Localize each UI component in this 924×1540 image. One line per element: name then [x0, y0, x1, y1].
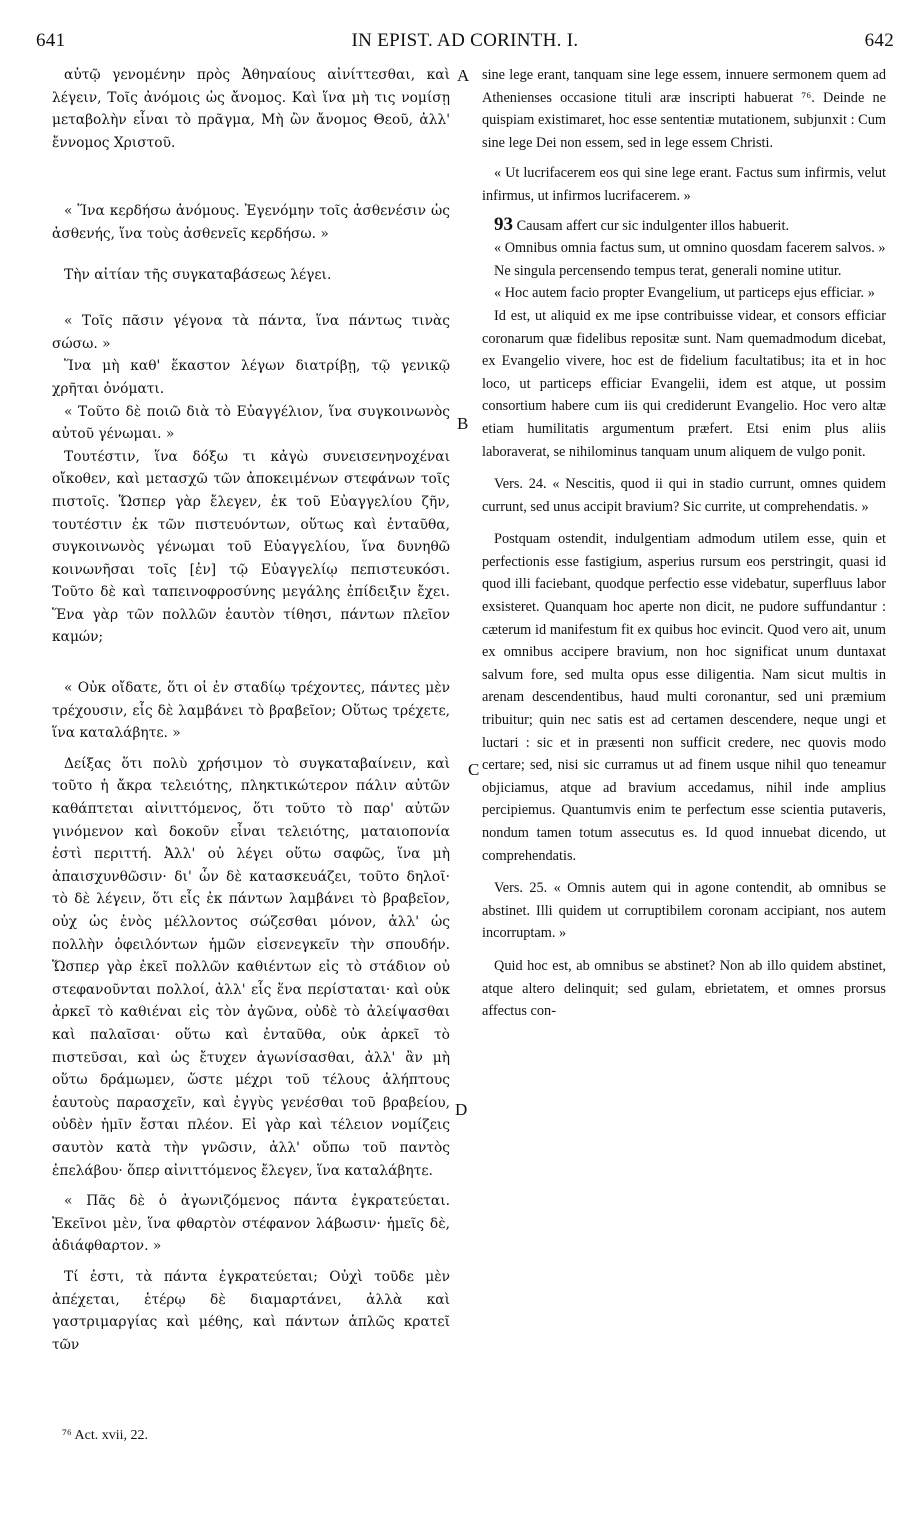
latin-paragraph: « Omnibus omnia factus sum, ut omnino quosdam facerem salvos. »: [494, 240, 886, 257]
running-title: IN EPIST. AD CORINTH. I.: [351, 30, 579, 51]
latin-column: [482, 64, 886, 1023]
greek-paragraph: « Ἵνα κερδήσω ἀνόμους. Ἐγενόμην τοῖς ἀσθενέσιν ὡς ἀσθενής, ἵνα τοὺς ἀσθενεῖς κερδήσω. »: [52, 203, 450, 242]
section-number: 93: [494, 213, 513, 235]
latin-paragraph: sine lege erant, tanquam sine lege essem, innuere sermonem quem ad Athenienses occasione tituli aræ inscripti habuerat ⁷⁶. Deinde ne quispiam existimaret, hoc esse sententiæ mutationem, subjunxit : Cum sine lege Dei non essem, sed in lege essem Christi.: [482, 67, 886, 151]
greek-paragraph: αὐτῷ γενομένην πρὸς Ἀθηναίους αἰνίττεσθαι, καὶ λέγειν, Τοῖς ἀνόμοις ὡς ἄνομος. Καὶ ἵνα μὴ τις νομίσῃ μεταβολὴν εἶναι τὸ πρᾶγμα, Μὴ ὢν ἄνομος Θεοῦ, ἀλλ' ἔννομος Χριστοῦ.: [52, 67, 450, 151]
greek-paragraph: Δείξας ὅτι πολὺ χρήσιμον τὸ συγκαταβαίνειν, καὶ τοῦτο ἡ ἄκρα τελειότης, πληκτικώτερον πάλιν αὐτῶν καθάπτεται αἰνιττόμενος, ὅτι τοῦτο τὸ παρ' αὐτῶν γινόμενον καὶ δοκοῦν εἶναι τελειότης, ματαιοπονία ἐστὶ περιττή. Ἀλλ' οὐ λέγει οὕτω σαφῶς, ἵνα μὴ ἀπαισχυνθῶσιν· δι' ὧν δὲ κατασκευάζει, τοῦτο δηλοῖ· τὸ δὲ λέγειν, ὅτι εἷς ἐκ πάντων λαμβάνει τὸ βραβεῖον, οὐχ ὡς ἑνὸς μέλλοντος σώζεσθαι μόνον, ἀλλ' ὡς πολλὴν ὀφειλόντων ἡμῶν εἰσενεγκεῖν τὴν σπουδήν. Ὥσπερ γὰρ ἐκεῖ πολλῶν καθιέντων εἰς τὸ στάδιον οὐ στεφανοῦνται πολλοί, ἀλλ' εἷς ἕνα περίσταται· καὶ οὐκ ἀρκεῖ τὸ καθιέναι εἰς τὸν ἀγῶνα, οὐδὲ τὸ ἀλείψασθαι καὶ παλαῖσαι· οὕτω καὶ ἐνταῦθα, οὐκ ἀρκεῖ τὸ πιστεῦσαι, καὶ ὡς ἔτυχεν ἀγωνίσασθαι, ἀλλ' ἂν μὴ οὕτω δράμωμεν, ὥστε μέχρι τοῦ τέλους ἀλήπτους ἑαυτοὺς παρασχεῖν, καὶ ἐγγὺς γενέσθαι τοῦ βραβείου, οὐδὲν ἡμῖν ἔσται πλέον. Εἰ γὰρ καὶ τέλειον νομίζεις σαυτὸν κατὰ τὴν γνῶσιν, ἀλλ' οὔπω τοῦ παντὸς ἐπελάβου· ὅπερ αἰνιττόμενος ἔλεγεν, ἵνα καταλάβητε.: [52, 755, 450, 1179]
latin-paragraph: Vers. 24. « Nescitis, quod ii qui in stadio currunt, omnes quidem currunt, sed unus accipit bravium? Sic currite, ut comprehendatis. »: [482, 476, 886, 515]
latin-paragraph: « Hoc autem facio propter Evangelium, ut particeps ejus efficiar. »: [494, 285, 875, 302]
latin-paragraph: Quid hoc est, ab omnibus se abstinet? Non ab illo quidem abstinet, atque altero delinquit; sed gulam, ebrietatem, et omnes prorsus affectus con-: [482, 957, 886, 1020]
margin-letter-c: C: [468, 760, 480, 779]
latin-paragraph: « Ut lucrifacerem eos qui sine lege erant. Factus sum infirmis, velut infirmus, ut infirmos lucrifacerem. »: [482, 165, 886, 204]
greek-paragraph: « Πᾶς δὲ ὁ ἀγωνιζόμενος πάντα ἐγκρατεύεται. Ἐκεῖνοι μὲν, ἵνα φθαρτὸν στέφανον λάβωσιν· ἡμεῖς δὲ, ἀδιάφθαρτον. »: [52, 1193, 450, 1255]
greek-column: [52, 64, 450, 1356]
page-number-right: 642: [864, 30, 894, 51]
latin-paragraph: [482, 214, 886, 238]
greek-paragraph: « Τοῖς πᾶσιν γέγονα τὰ πάντα, ἵνα πάντως τινὰς σώσω. »: [52, 313, 450, 352]
greek-paragraph: Ἵνα μὴ καθ' ἕκαστον λέγων διατρίβῃ, τῷ γενικῷ χρῆται ὀνόματι.: [52, 358, 450, 397]
latin-paragraph: Ne singula percensendo tempus terat, generali nomine utitur.: [494, 262, 842, 279]
margin-letter-a: A: [457, 66, 470, 85]
margin-letter-d: D: [455, 1100, 468, 1119]
running-header: [36, 30, 894, 56]
greek-paragraph: Τουτέστιν, ἵνα δόξω τι κἀγὼ συνεισενηνοχέναι οἴκοθεν, καὶ μετασχῶ τῶν ἀποκειμένων στεφάνων τοῖς πιστοῖς. Ὥσπερ γὰρ ἔλεγεν, ἐκ τοῦ Εὐαγγελίου ζῆν, τουτέστιν ἐκ τῶν πιστευόντων, οὕτως καὶ ἐνταῦθα, συγκοινωνὸς γένωμαι τοῦ Εὐαγγελίου, ἵνα δυνηθῶ κοινωνῆσαι τοῖς [ἐν] τῷ Εὐαγγελίῳ πεπιστευκόσι. Τοῦτο δὲ καὶ ταπεινοφροσύνης μεγάλης ἐπίδειξιν ἔχει. Ἕνα γὰρ τῶν πολλῶν ἑαυτὸν τίθησι, πάντων πλεῖον καμών;: [52, 448, 450, 646]
page-number-left: 641: [36, 30, 66, 51]
footnote: ⁷⁶ Act. xvii, 22.: [62, 1428, 148, 1443]
latin-paragraph: Vers. 25. « Omnis autem qui in agone contendit, ab omnibus se abstinet. Illi quidem ut corruptibilem coronam accipiant, nos autem incorruptam. »: [482, 880, 886, 942]
greek-paragraph: Τί ἐστι, τὰ πάντα ἐγκρατεύεται; Οὐχὶ τοῦδε μὲν ἀπέχεται, ἑτέρῳ δὲ διαμαρτάνει, ἀλλὰ καὶ γαστριμαργίας καὶ μέθης, καὶ πάντων ἁπλῶς κρατεῖ τῶν: [52, 1268, 450, 1353]
latin-text: Causam affert cur sic indulgenter illos habuerit.: [516, 217, 790, 234]
margin-letter-b: B: [457, 414, 469, 433]
latin-paragraph: Postquam ostendit, indulgentiam admodum utilem esse, quin et perfectionis esse fastigium, asperius rursum eos perstringit, quasi id quod illi faciebant, quodque perfectio esse videbatur, superfluus labor exsisteret. Quanquam hoc aperte non dicit, ne pudore suffundantur : cæterum id manifestum fit ex quibus hoc evincit. Quod vero ait, unum ex omnibus accipere bravium, non hoc significat unum duntaxat salvum fore, sed multa opus esse diligentia. Nam sicut multis in arenam descendentibus, haud multi coronantur, sed uni præmium tribuitur; quin nec satis est ad certamen descendere, neque ungi et luctari : sic et in præsenti non sufficit credere, nec quovis modo certare; sed, nisi sic curramus ut ad finem usque nihil quo teneamur objiciamus, atque ad bravium accedamus, nihil inde amplius percipiemus. Quantumvis enim te perfectum esse scientia putaveris, nondum tamen totum assecutus es. Id quod innuebat dicendo, ut comprehendatis.: [482, 531, 886, 864]
greek-paragraph: Τὴν αἰτίαν τῆς συγκαταβάσεως λέγει.: [64, 266, 332, 283]
latin-paragraph: Id est, ut aliquid ex me ipse contribuisse videar, et consors efficiar coronarum quæ fidelibus repositæ sunt. Nam quemadmodum dicebat, ex Evangelio vivere, hoc est de fidelium facultatibus; ita et in hoc loco, ut particeps efficiar Evangelii, idem est atque, ut possim consortium habere cum iis qui crediderunt Evangelio. Hoc vero altæ etiam humilitatis argumentum præfert. Etsi enim plus aliis laboraverat, se nihilominus tanquam unum aliquem de vulgo ponit.: [482, 307, 886, 460]
greek-paragraph: « Τοῦτο δὲ ποιῶ διὰ τὸ Εὐαγγέλιον, ἵνα συγκοινωνὸς αὐτοῦ γένωμαι. »: [52, 403, 450, 443]
greek-paragraph: « Οὐκ οἴδατε, ὅτι οἱ ἐν σταδίῳ τρέχοντες, πάντες μὲν τρέχουσιν, εἷς δὲ λαμβάνει τὸ βραβεῖον; Οὕτως τρέχετε, ἵνα καταλάβητε. »: [52, 680, 450, 742]
